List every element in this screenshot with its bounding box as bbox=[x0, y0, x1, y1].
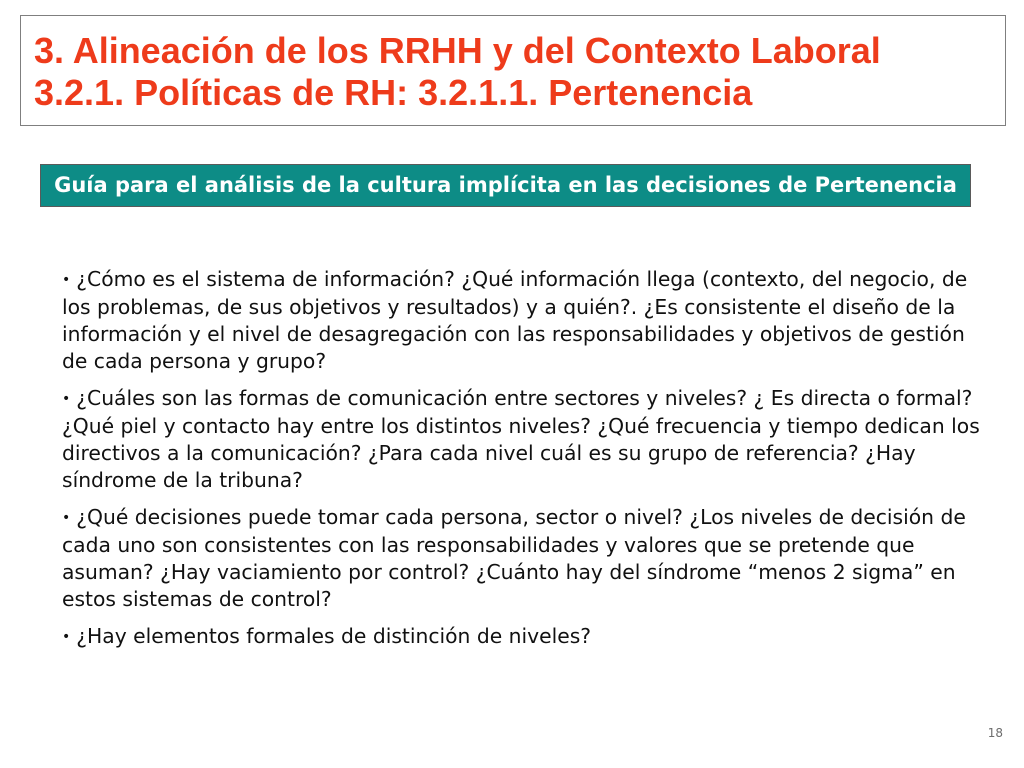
bullet-item bbox=[62, 504, 992, 613]
slide-title-line-2: 3.2.1. Políticas de RH: 3.2.1.1. Pertenencia bbox=[34, 72, 753, 113]
bullet-icon: • bbox=[62, 272, 71, 288]
bullet-item bbox=[62, 266, 992, 375]
section-banner: Guía para el análisis de la cultura implícita en las decisiones de Pertenencia bbox=[40, 164, 971, 207]
bullet-item bbox=[62, 385, 992, 494]
bullet-icon: • bbox=[62, 510, 71, 526]
slide-title-line-1: 3. Alineación de los RRHH y del Contexto Laboral bbox=[34, 30, 881, 71]
bullet-icon: • bbox=[62, 629, 71, 645]
bullet-icon: • bbox=[62, 391, 71, 407]
bullet-text: ¿Qué decisiones puede tomar cada persona, sector o nivel? ¿Los niveles de decisión de cada uno son consistentes con las responsabilidades y valores que se pretende que asuman? ¿Hay vaciamiento por control? ¿Cuánto hay del síndrome “menos 2 sigma” en estos sistemas de control? bbox=[62, 505, 966, 611]
bullet-list bbox=[62, 266, 992, 661]
bullet-text: ¿Cómo es el sistema de información? ¿Qué información llega (contexto, del negocio, de los problemas, de sus objetivos y resultados) y a quién?. ¿Es consistente el diseño de la información y el nivel de desagregación con las responsabilidades y objetivos de gestión de cada persona y grupo? bbox=[62, 267, 968, 373]
bullet-text: ¿Cuáles son las formas de comunicación entre sectores y niveles? ¿ Es directa o formal? ¿Qué piel y contacto hay entre los distintos niveles? ¿Qué frecuencia y tiempo dedican los directivos a la comunicación? ¿Para cada nivel cuál es su grupo de referencia? ¿Hay síndrome de la tribuna? bbox=[62, 386, 980, 492]
page-number: 18 bbox=[987, 726, 1003, 740]
slide-title-box bbox=[20, 15, 1006, 126]
bullet-item bbox=[62, 623, 992, 651]
bullet-text: ¿Hay elementos formales de distinción de niveles? bbox=[76, 624, 592, 648]
